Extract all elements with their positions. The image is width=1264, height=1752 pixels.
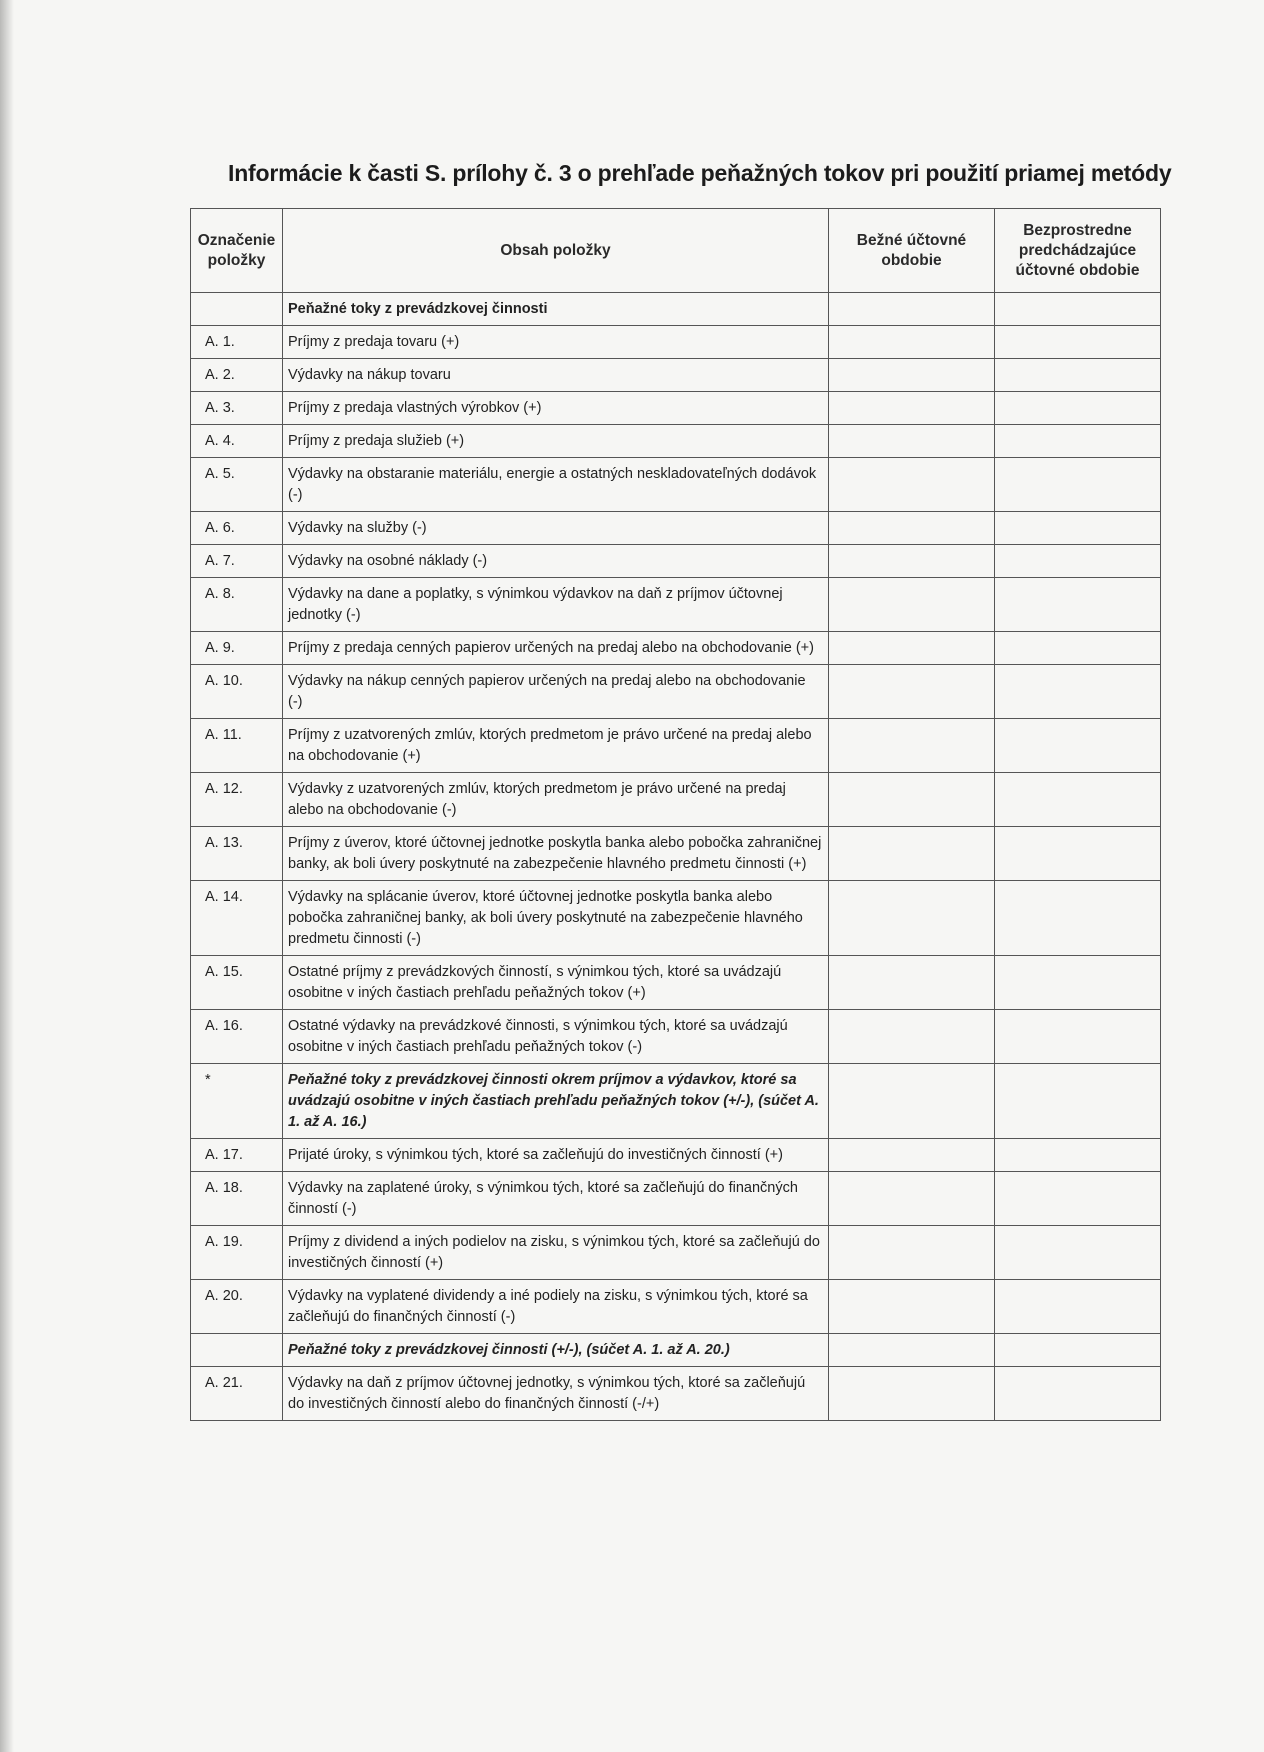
row-previous-value[interactable] [995, 1334, 1161, 1367]
row-description: Príjmy z predaja tovaru (+) [283, 326, 829, 359]
row-description: Peňažné toky z prevádzkovej činnosti okrem príjmov a výdavkov, ktoré sa uvádzajú osobitne v iných častiach prehľadu peňažných tokov (+/-), (súčet A. 1. až A. 16.) [283, 1064, 829, 1139]
page-title: Informácie k časti S. prílohy č. 3 o prehľade peňažných tokov pri použití priamej metódy [228, 160, 1172, 186]
row-code: A. 5. [191, 458, 283, 512]
row-description: Peňažné toky z prevádzkovej činnosti [283, 293, 829, 326]
table-row [191, 326, 1161, 359]
row-current-value[interactable] [829, 1064, 995, 1139]
row-code: A. 10. [191, 665, 283, 719]
row-description: Výdavky na nákup tovaru [283, 359, 829, 392]
row-current-value[interactable] [829, 293, 995, 326]
row-description: Výdavky na obstaranie materiálu, energie a ostatných neskladovateľných dodávok (-) [283, 458, 829, 512]
row-code: A. 8. [191, 578, 283, 632]
table-row [191, 1139, 1161, 1172]
header-row [191, 209, 1161, 293]
row-code [191, 293, 283, 326]
table-row [191, 1226, 1161, 1280]
row-code: A. 6. [191, 512, 283, 545]
table-body [191, 293, 1161, 1421]
table-row [191, 1367, 1161, 1421]
row-current-value[interactable] [829, 665, 995, 719]
row-previous-value[interactable] [995, 392, 1161, 425]
row-current-value[interactable] [829, 773, 995, 827]
row-description: Príjmy z uzatvorených zmlúv, ktorých predmetom je právo určené na predaj alebo na obchodovanie (+) [283, 719, 829, 773]
row-previous-value[interactable] [995, 545, 1161, 578]
row-previous-value[interactable] [995, 293, 1161, 326]
row-description: Výdavky na splácanie úverov, ktoré účtovnej jednotke poskytla banka alebo pobočka zahraničnej banky, ak boli úvery poskytnuté na zabezpečenie hlavného predmetu činnosti (-) [283, 881, 829, 956]
row-previous-value[interactable] [995, 1064, 1161, 1139]
row-code: A. 7. [191, 545, 283, 578]
row-previous-value[interactable] [995, 665, 1161, 719]
row-current-value[interactable] [829, 326, 995, 359]
row-description: Príjmy z predaja služieb (+) [283, 425, 829, 458]
row-previous-value[interactable] [995, 719, 1161, 773]
row-previous-value[interactable] [995, 773, 1161, 827]
header-current-period: Bežné účtovné obdobie [829, 209, 995, 293]
row-previous-value[interactable] [995, 458, 1161, 512]
table-row [191, 458, 1161, 512]
row-code: A. 15. [191, 956, 283, 1010]
row-code: * [191, 1064, 283, 1139]
row-description: Výdavky na osobné náklady (-) [283, 545, 829, 578]
row-previous-value[interactable] [995, 827, 1161, 881]
row-code: A. 4. [191, 425, 283, 458]
row-current-value[interactable] [829, 632, 995, 665]
row-current-value[interactable] [829, 512, 995, 545]
row-description: Výdavky na služby (-) [283, 512, 829, 545]
row-previous-value[interactable] [995, 881, 1161, 956]
row-description: Výdavky na zaplatené úroky, s výnimkou tých, ktoré sa začleňujú do finančných činností (-) [283, 1172, 829, 1226]
row-current-value[interactable] [829, 827, 995, 881]
row-code: A. 21. [191, 1367, 283, 1421]
table-row [191, 827, 1161, 881]
row-current-value[interactable] [829, 1139, 995, 1172]
row-current-value[interactable] [829, 1334, 995, 1367]
table-row [191, 545, 1161, 578]
row-previous-value[interactable] [995, 1172, 1161, 1226]
row-code: A. 1. [191, 326, 283, 359]
row-code: A. 17. [191, 1139, 283, 1172]
row-code: A. 14. [191, 881, 283, 956]
row-current-value[interactable] [829, 956, 995, 1010]
row-current-value[interactable] [829, 578, 995, 632]
row-description: Ostatné výdavky na prevádzkové činnosti, s výnimkou tých, ktoré sa uvádzajú osobitne v iných častiach prehľadu peňažných tokov (-) [283, 1010, 829, 1064]
row-current-value[interactable] [829, 881, 995, 956]
row-current-value[interactable] [829, 458, 995, 512]
row-description: Peňažné toky z prevádzkovej činnosti (+/-), (súčet A. 1. až A. 20.) [283, 1334, 829, 1367]
table-row [191, 1064, 1161, 1139]
row-current-value[interactable] [829, 392, 995, 425]
row-previous-value[interactable] [995, 1280, 1161, 1334]
row-current-value[interactable] [829, 425, 995, 458]
row-description: Prijaté úroky, s výnimkou tých, ktoré sa začleňujú do investičných činností (+) [283, 1139, 829, 1172]
table-row [191, 632, 1161, 665]
row-description: Výdavky z uzatvorených zmlúv, ktorých predmetom je právo určené na predaj alebo na obchodovanie (-) [283, 773, 829, 827]
row-previous-value[interactable] [995, 956, 1161, 1010]
row-code: A. 20. [191, 1280, 283, 1334]
row-description: Príjmy z predaja cenných papierov určených na predaj alebo na obchodovanie (+) [283, 632, 829, 665]
row-current-value[interactable] [829, 1367, 995, 1421]
row-description: Výdavky na dane a poplatky, s výnimkou výdavkov na daň z príjmov účtovnej jednotky (-) [283, 578, 829, 632]
cash-flow-table [190, 208, 1161, 1421]
header-code: Označenie položky [191, 209, 283, 293]
row-code: A. 2. [191, 359, 283, 392]
row-code: A. 19. [191, 1226, 283, 1280]
row-code [191, 1334, 283, 1367]
row-previous-value[interactable] [995, 1367, 1161, 1421]
table-row [191, 773, 1161, 827]
row-previous-value[interactable] [995, 578, 1161, 632]
row-current-value[interactable] [829, 1010, 995, 1064]
row-description: Príjmy z predaja vlastných výrobkov (+) [283, 392, 829, 425]
row-code: A. 3. [191, 392, 283, 425]
row-description: Príjmy z dividend a iných podielov na zisku, s výnimkou tých, ktoré sa začleňujú do investičných činností (+) [283, 1226, 829, 1280]
row-description: Príjmy z úverov, ktoré účtovnej jednotke poskytla banka alebo pobočka zahraničnej banky, ak boli úvery poskytnuté na zabezpečenie hlavného predmetu činnosti (+) [283, 827, 829, 881]
row-current-value[interactable] [829, 1280, 995, 1334]
row-code: A. 9. [191, 632, 283, 665]
row-description: Ostatné príjmy z prevádzkových činností, s výnimkou tých, ktoré sa uvádzajú osobitne v iných častiach prehľadu peňažných tokov (+) [283, 956, 829, 1010]
table-row [191, 578, 1161, 632]
scan-edge-shadow [0, 0, 14, 1752]
table-row [191, 881, 1161, 956]
row-current-value[interactable] [829, 1226, 995, 1280]
row-previous-value[interactable] [995, 425, 1161, 458]
row-current-value[interactable] [829, 1172, 995, 1226]
row-previous-value[interactable] [995, 1226, 1161, 1280]
table-row [191, 1172, 1161, 1226]
table-row [191, 293, 1161, 326]
table-row [191, 512, 1161, 545]
table-row [191, 719, 1161, 773]
table-row [191, 1280, 1161, 1334]
row-code: A. 11. [191, 719, 283, 773]
table-row [191, 425, 1161, 458]
table-row [191, 665, 1161, 719]
row-description: Výdavky na daň z príjmov účtovnej jednotky, s výnimkou tých, ktoré sa začleňujú do investičných činností alebo do finančných činností (-/+) [283, 1367, 829, 1421]
row-current-value[interactable] [829, 719, 995, 773]
row-previous-value[interactable] [995, 1010, 1161, 1064]
row-current-value[interactable] [829, 359, 995, 392]
row-previous-value[interactable] [995, 326, 1161, 359]
header-previous-period: Bezprostredne predchádzajúce účtovné obdobie [995, 209, 1161, 293]
row-previous-value[interactable] [995, 359, 1161, 392]
row-code: A. 16. [191, 1010, 283, 1064]
row-description: Výdavky na vyplatené dividendy a iné podiely na zisku, s výnimkou tých, ktoré sa začleňujú do finančných činností (-) [283, 1280, 829, 1334]
table-row [191, 359, 1161, 392]
table-row [191, 1010, 1161, 1064]
row-previous-value[interactable] [995, 1139, 1161, 1172]
header-content: Obsah položky [283, 209, 829, 293]
row-code: A. 12. [191, 773, 283, 827]
table-row [191, 1334, 1161, 1367]
row-description: Výdavky na nákup cenných papierov určených na predaj alebo na obchodovanie (-) [283, 665, 829, 719]
row-code: A. 13. [191, 827, 283, 881]
row-current-value[interactable] [829, 545, 995, 578]
table-row [191, 392, 1161, 425]
row-previous-value[interactable] [995, 512, 1161, 545]
row-previous-value[interactable] [995, 632, 1161, 665]
row-code: A. 18. [191, 1172, 283, 1226]
table-row [191, 956, 1161, 1010]
